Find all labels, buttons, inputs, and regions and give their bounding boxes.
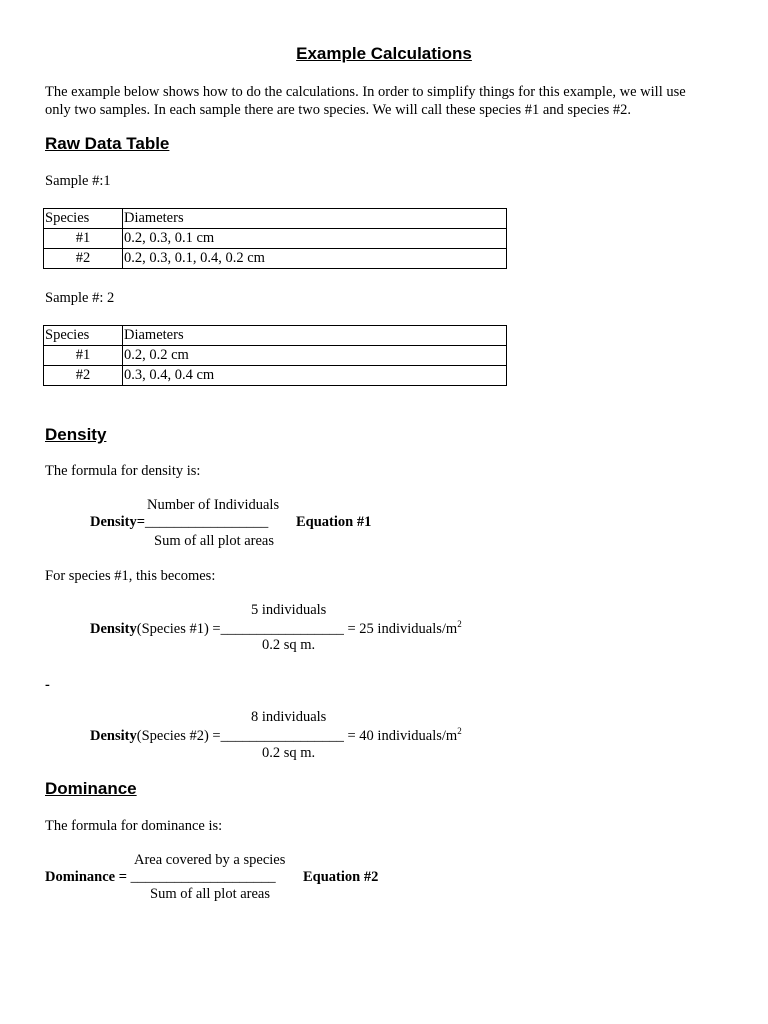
intro-line-2: only two samples. In each sample there are two species. We will call these species #1 and species #2. <box>45 102 632 118</box>
species-2-bar: _________________ <box>220 727 344 744</box>
density-intro: The formula for density is: <box>45 463 201 479</box>
dominance-formula-denominator: Sum of all plot areas <box>150 886 271 902</box>
diameters-cell: 0.2, 0.2 cm <box>123 346 507 366</box>
species-1-equation <box>90 619 462 638</box>
diameters-cell: 0.2, 0.3, 0.1, 0.4, 0.2 cm <box>123 249 507 269</box>
density-formula-bar: _________________ <box>144 514 269 530</box>
diameters-cell: 0.3, 0.4, 0.4 cm <box>123 366 507 386</box>
table-row <box>44 366 507 386</box>
density-heading: Density <box>45 425 107 444</box>
density-formula-line <box>90 514 268 531</box>
dominance-formula-lhs: Dominance = <box>45 869 127 885</box>
species-2-result: = 40 individuals/m <box>347 727 458 744</box>
column-header-species: Species <box>44 326 123 346</box>
species-1-bar: _________________ <box>220 620 344 637</box>
sample-1-label: Sample #:1 <box>45 173 111 189</box>
sample-2-table <box>43 325 507 386</box>
column-header-diameters: Diameters <box>123 326 507 346</box>
species-2-numerator: 8 individuals <box>251 709 327 725</box>
table-header-row <box>44 209 507 229</box>
species-1-lhs-rest: (Species #1) = <box>136 620 221 637</box>
density-formula-denominator: Sum of all plot areas <box>154 533 275 549</box>
table-header-row <box>44 326 507 346</box>
dominance-intro: The formula for dominance is: <box>45 818 223 834</box>
species-cell: #2 <box>44 366 123 386</box>
species-1-lhs-bold: Density <box>90 620 137 637</box>
separator-dash: - <box>45 677 50 693</box>
species-2-denominator: 0.2 sq m. <box>262 745 316 761</box>
sample-2-label: Sample #: 2 <box>45 290 115 306</box>
raw-data-heading: Raw Data Table <box>45 134 170 153</box>
dominance-formula-line <box>45 869 276 886</box>
dominance-heading: Dominance <box>45 779 137 798</box>
equation-1-label: Equation #1 <box>296 514 372 530</box>
density-formula-numerator: Number of Individuals <box>147 497 280 513</box>
diameters-cell: 0.2, 0.3, 0.1 cm <box>123 229 507 249</box>
sample-1-table <box>43 208 507 269</box>
species-1-numerator: 5 individuals <box>251 602 327 618</box>
species-2-exponent: 2 <box>457 726 462 736</box>
dominance-formula-bar: ____________________ <box>130 869 276 885</box>
column-header-diameters: Diameters <box>123 209 507 229</box>
page-title: Example Calculations <box>296 44 472 63</box>
species-1-exponent: 2 <box>457 619 462 629</box>
table-row <box>44 229 507 249</box>
species-1-result: = 25 individuals/m <box>347 620 458 637</box>
intro-line-1: The example below shows how to do the calculations. In order to simplify things for this example, we will use <box>45 84 686 100</box>
species-cell: #1 <box>44 229 123 249</box>
species-1-intro: For species #1, this becomes: <box>45 568 216 584</box>
species-cell: #1 <box>44 346 123 366</box>
dominance-formula-numerator: Area covered by a species <box>134 852 286 868</box>
species-2-lhs-bold: Density <box>90 727 137 744</box>
species-2-equation <box>90 726 462 745</box>
species-2-lhs-rest: (Species #2) = <box>136 727 221 744</box>
equation-2-label: Equation #2 <box>303 869 379 885</box>
species-1-denominator: 0.2 sq m. <box>262 637 316 653</box>
density-formula-lhs: Density= <box>90 514 145 530</box>
species-cell: #2 <box>44 249 123 269</box>
table-row <box>44 249 507 269</box>
column-header-species: Species <box>44 209 123 229</box>
table-row <box>44 346 507 366</box>
